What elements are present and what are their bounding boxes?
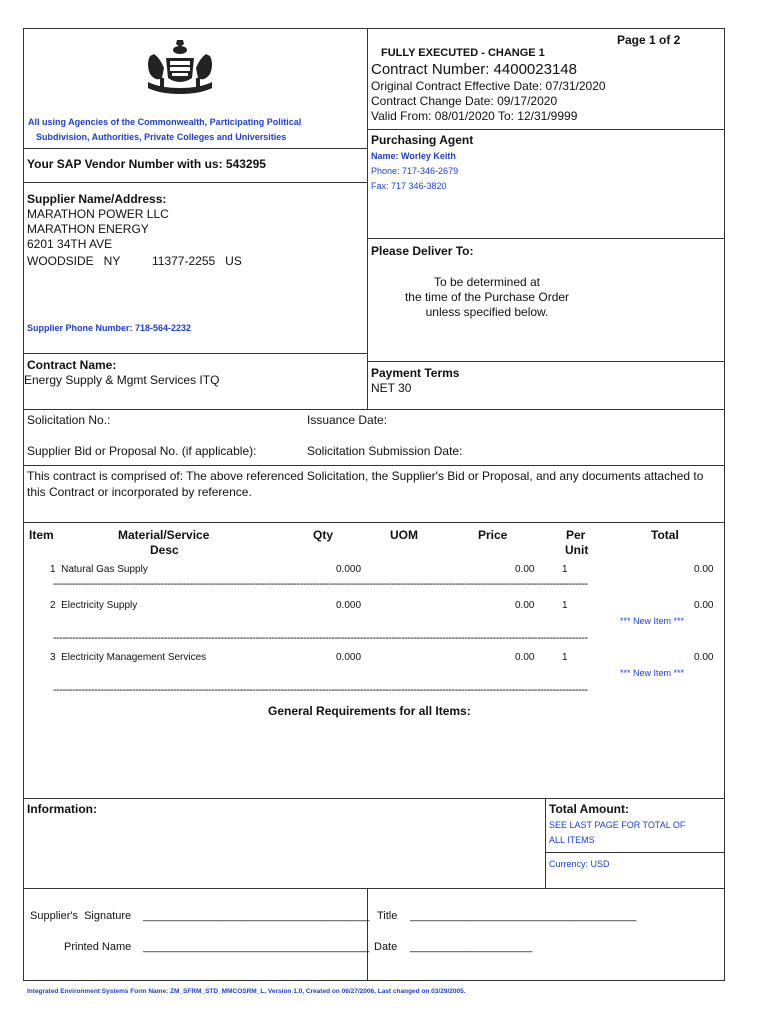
contract-status: FULLY EXECUTED - CHANGE 1	[381, 47, 545, 59]
frame-bottom	[23, 980, 725, 981]
item-3-separator: -------------------------------------------------------------------------------------------------------------------------------------------------------------------------	[53, 684, 588, 696]
col-price: Price	[478, 528, 508, 542]
commonwealth-seal-icon	[140, 38, 220, 98]
hline-supplier-bottom	[23, 353, 368, 354]
form-footer: Integrated Environment Systems Form Name: ZM_SFRM_STD_MMCOSRM_L, Version 1.0, Created on 06/27/2006, Last changed on 03/29/2005.	[27, 988, 466, 995]
col-qty: Qty	[313, 528, 334, 542]
item-3-per: 1	[562, 652, 568, 663]
item-1-total: 0.00	[694, 564, 714, 575]
printed-name-field[interactable]: _____________________________________	[143, 941, 370, 953]
submission-date: Solicitation Submission Date:	[307, 444, 463, 458]
contract-change-date: Contract Change Date: 09/17/2020	[371, 94, 558, 108]
title-label: Title	[377, 910, 398, 922]
supplier-signature-field[interactable]: _____________________________________	[143, 910, 370, 922]
valid-dates: Valid From: 08/01/2020 To: 12/31/9999	[371, 109, 578, 123]
supplier-phone: Supplier Phone Number: 718-564-2232	[27, 323, 192, 333]
item-2-total: 0.00	[694, 600, 714, 611]
col-total: Total	[651, 528, 679, 542]
page-indicator: Page 1 of 2	[617, 33, 681, 47]
hline-solicitation-bottom	[23, 465, 725, 466]
deliver-line-1: To be determined at	[433, 275, 541, 289]
total-amount-line-1: SEE LAST PAGE FOR TOTAL OF	[549, 820, 686, 830]
hline-agent-top	[367, 129, 725, 130]
agencies-line-2: Subdivision, Authorities, Private Colleges and Universities	[36, 132, 287, 142]
original-effective-date: Original Contract Effective Date: 07/31/2020	[371, 79, 606, 93]
item-2-price: 0.00	[515, 600, 535, 611]
title-field[interactable]: _____________________________________	[410, 910, 637, 922]
item-2-per: 1	[562, 600, 568, 611]
deliver-title: Please Deliver To:	[371, 244, 474, 258]
supplier-signature-label: Supplier's Signature	[30, 910, 132, 922]
item-3-new-badge: *** New Item ***	[620, 668, 685, 678]
deliver-line-2: the time of the Purchase Order	[404, 290, 570, 304]
agent-name: Name: Worley Keith	[371, 151, 456, 161]
payment-terms-value: NET 30	[371, 381, 412, 395]
frame-left	[23, 28, 24, 980]
hline-signature-top	[23, 888, 725, 889]
col-item: Item	[29, 528, 54, 542]
solicitation-no: Solicitation No.:	[27, 413, 111, 427]
item-1-per: 1	[562, 564, 568, 575]
supplier-zip: 11377-2255 US	[152, 254, 242, 268]
vendor-number: Your SAP Vendor Number with us: 543295	[27, 157, 266, 171]
supplier-line-2: MARATHON ENERGY	[27, 222, 149, 236]
item-1-desc: 1 Natural Gas Supply	[50, 564, 148, 575]
col-per-1: Per	[566, 528, 586, 542]
date-field[interactable]: ____________________	[410, 941, 533, 953]
supplier-line-1: MARATHON POWER LLC	[27, 207, 169, 221]
divider-info	[545, 798, 546, 889]
item-1-price: 0.00	[515, 564, 535, 575]
supplier-city: WOODSIDE NY	[27, 254, 121, 268]
supplier-line-3: 6201 34TH AVE	[27, 237, 113, 251]
hline-agent-bottom	[367, 238, 725, 239]
contract-name-value: Energy Supply & Mgmt Services ITQ	[24, 373, 220, 387]
payment-terms-title: Payment Terms	[371, 366, 460, 380]
information-title: Information:	[27, 802, 97, 816]
item-2-qty: 0.000	[336, 600, 362, 611]
contract-comprised-text: This contract is comprised of: The above referenced Solicitation, the Supplier's Bid or Proposal, and any documents attached to this Contract or incorporated by reference.	[27, 469, 704, 499]
frame-top	[23, 28, 725, 29]
printed-name-label: Printed Name	[64, 941, 132, 953]
contract-name-title: Contract Name:	[27, 358, 117, 372]
hline-info-top	[23, 798, 725, 799]
currency: Currency: USD	[549, 859, 610, 869]
item-2-desc: 2 Electricity Supply	[50, 600, 138, 611]
date-label: Date	[374, 941, 398, 953]
hline-deliver-bottom	[367, 361, 725, 362]
supplier-bid-no: Supplier Bid or Proposal No. (if applicable):	[27, 444, 257, 458]
col-per-2: Unit	[565, 543, 589, 557]
item-1-separator: -------------------------------------------------------------------------------------------------------------------------------------------------------------------------	[53, 578, 588, 590]
hline-upper-bottom	[23, 409, 725, 410]
hline-currency-top	[545, 852, 725, 853]
issuance-date: Issuance Date:	[307, 413, 388, 427]
col-desc-1: Material/Service	[118, 528, 210, 542]
contract-number: Contract Number: 4400023148	[371, 61, 577, 78]
deliver-line-3: unless specified below.	[425, 305, 549, 319]
item-3-qty: 0.000	[336, 652, 362, 663]
general-requirements-title: General Requirements for all Items:	[268, 704, 471, 718]
divider-signature	[367, 888, 368, 980]
hline-vendor-bottom	[23, 182, 368, 183]
item-2-new-badge: *** New Item ***	[620, 616, 685, 626]
agent-fax: Fax: 717 346-3820	[371, 181, 447, 191]
item-1-qty: 0.000	[336, 564, 362, 575]
col-desc-2: Desc	[150, 543, 179, 557]
item-2-separator: -------------------------------------------------------------------------------------------------------------------------------------------------------------------------	[53, 632, 588, 644]
item-3-price: 0.00	[515, 652, 535, 663]
item-3-desc: 3 Electricity Management Services	[50, 652, 207, 663]
agent-phone: Phone: 717-346-2679	[371, 166, 459, 176]
col-uom: UOM	[390, 528, 418, 542]
total-amount-title: Total Amount:	[549, 802, 629, 816]
supplier-title: Supplier Name/Address:	[27, 192, 167, 206]
agencies-line-1: All using Agencies of the Commonwealth, Participating Political	[28, 117, 302, 127]
purchasing-agent-title: Purchasing Agent	[371, 133, 474, 147]
item-3-total: 0.00	[694, 652, 714, 663]
total-amount-line-2: ALL ITEMS	[549, 835, 595, 845]
hline-vendor-top	[23, 148, 368, 149]
frame-right	[724, 28, 725, 980]
hline-items-top	[23, 522, 725, 523]
